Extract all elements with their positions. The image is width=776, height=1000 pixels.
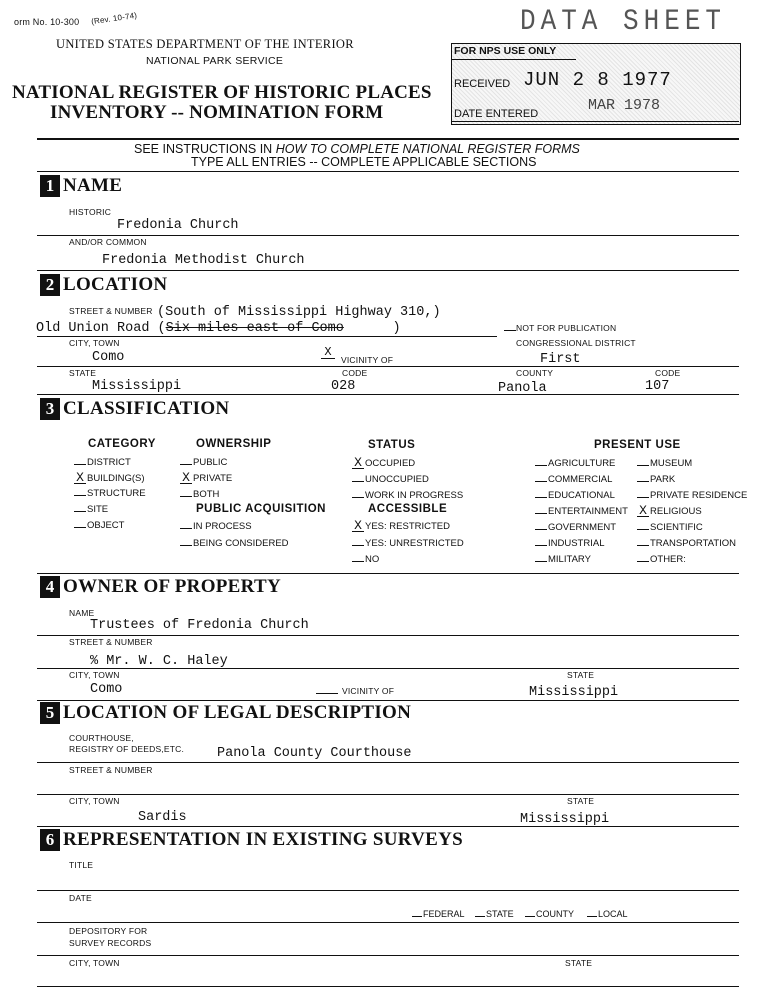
status-work-in-progress-option[interactable]: WORK IN PROGRESS — [352, 490, 463, 501]
accessible-unrestricted-option[interactable]: YES: UNRESTRICTED — [352, 538, 464, 549]
legal-state-field[interactable]: Mississippi — [520, 812, 610, 827]
depository-line — [37, 955, 739, 956]
use-educational-option[interactable]: EDUCATIONAL — [535, 490, 615, 501]
survey-federal-option[interactable]: FEDERAL — [412, 909, 465, 919]
street-line — [37, 336, 497, 337]
depository-label-line1: DEPOSITORY FOR — [69, 926, 148, 936]
survey-state-label: STATE — [565, 958, 593, 968]
category-buildings-option[interactable]: X BUILDING(S) — [74, 473, 145, 484]
historic-name-field[interactable]: Fredonia Church — [117, 218, 239, 233]
depository-label-line2: SURVEY RECORDS — [69, 938, 152, 948]
street-number-label: STREET & NUMBER — [69, 306, 153, 316]
use-park-option[interactable]: PARK — [637, 474, 675, 485]
category-heading: CATEGORY — [88, 438, 156, 450]
registry-label: REGISTRY OF DEEDS,ETC. — [69, 744, 185, 754]
county-label: COUNTY — [516, 368, 554, 378]
state-code-field[interactable]: 028 — [331, 379, 356, 394]
historic-line — [37, 235, 739, 236]
owner-state-field[interactable]: Mississippi — [529, 685, 619, 700]
city-field[interactable]: Como — [92, 350, 125, 365]
county-code-field[interactable]: 107 — [645, 379, 670, 394]
historic-label: HISTORIC — [69, 207, 112, 217]
ownership-private-option[interactable]: X PRIVATE — [180, 473, 232, 484]
use-scientific-option[interactable]: SCIENTIFIC — [637, 522, 703, 533]
registry-field[interactable]: Panola County Courthouse — [217, 746, 412, 761]
nps-use-label: FOR NPS USE ONLY — [454, 45, 557, 57]
form-revision: (Rev. 10-74) — [90, 10, 138, 27]
section-classification-header: 3 CLASSIFICATION — [40, 398, 229, 420]
status-heading: STATUS — [368, 439, 416, 451]
ownership-heading: OWNERSHIP — [196, 438, 272, 450]
section-owner-header: 4 OWNER OF PROPERTY — [40, 576, 281, 598]
instructions-divider — [37, 171, 739, 172]
owner-name-label: NAME — [69, 608, 95, 618]
accessible-no-option[interactable]: NO — [352, 554, 379, 565]
survey-city-line — [37, 986, 739, 987]
owner-name-line — [37, 635, 739, 636]
survey-date-line — [37, 922, 739, 923]
street-field-line2[interactable]: Old Union Road (Six miles east of Como ) — [36, 321, 401, 336]
vicinity-label: VICINITY OF — [341, 355, 394, 365]
use-entertainment-option[interactable]: ENTERTAINMENT — [535, 506, 628, 517]
survey-county-option[interactable]: COUNTY — [525, 909, 574, 919]
courthouse-label: COURTHOUSE, — [69, 733, 134, 743]
legal-city-field[interactable]: Sardis — [138, 810, 187, 825]
street-field-line1[interactable]: (South of Mississippi Highway 310,) — [157, 305, 441, 320]
ownership-public-option[interactable]: PUBLIC — [180, 457, 227, 468]
code-label: CODE — [342, 368, 368, 378]
vicinity-checkbox[interactable]: X — [321, 346, 335, 359]
section1-bottom-line — [37, 270, 739, 271]
use-museum-option[interactable]: MUSEUM — [637, 458, 692, 469]
state-field[interactable]: Mississippi — [92, 379, 182, 394]
date-entered-value: MAR 1978 — [588, 97, 661, 114]
common-name-field[interactable]: Fredonia Methodist Church — [102, 253, 305, 268]
congressional-district-label: CONGRESSIONAL DISTRICT — [516, 338, 636, 348]
legal-city-label: CITY, TOWN — [69, 796, 120, 806]
present-use-heading: PRESENT USE — [594, 439, 681, 451]
use-other-option[interactable]: OTHER: — [637, 554, 686, 565]
form-title-line2: INVENTORY -- NOMINATION FORM — [50, 102, 384, 123]
form-number: orm No. 10-300 — [14, 17, 80, 27]
section-name-header: 1 NAME — [40, 175, 122, 197]
use-private-residence-option[interactable]: PRIVATE RESIDENCE — [637, 490, 747, 501]
public-acquisition-heading: PUBLIC ACQUISITION — [196, 503, 326, 515]
registry-line — [37, 762, 739, 763]
header-divider — [37, 138, 739, 140]
section-surveys-header: 6 REPRESENTATION IN EXISTING SURVEYS — [40, 829, 463, 851]
status-occupied-option[interactable]: X OCCUPIED — [352, 458, 415, 469]
legal-street-label: STREET & NUMBER — [69, 765, 153, 775]
survey-date-label: DATE — [69, 893, 92, 903]
ownership-both-option[interactable]: BOTH — [180, 489, 219, 500]
section-location-header: 2 LOCATION — [40, 274, 167, 296]
date-entered-label: DATE ENTERED — [454, 108, 539, 120]
nps-label-underline — [451, 59, 576, 60]
county-code-label: CODE — [655, 368, 681, 378]
instructions-line2: TYPE ALL ENTRIES -- COMPLETE APPLICABLE SECTIONS — [191, 155, 537, 169]
use-military-option[interactable]: MILITARY — [535, 554, 591, 565]
owner-street-line — [37, 668, 739, 669]
common-name-label: AND/OR COMMON — [69, 237, 147, 247]
survey-title-line — [37, 890, 739, 891]
legal-state-label: STATE — [567, 796, 595, 806]
use-commercial-option[interactable]: COMMERCIAL — [535, 474, 612, 485]
section4-bottom-line — [37, 700, 739, 701]
category-district-option[interactable]: DISTRICT — [74, 457, 131, 468]
use-agriculture-option[interactable]: AGRICULTURE — [535, 458, 615, 469]
accessible-restricted-option[interactable]: X YES: RESTRICTED — [352, 521, 450, 532]
not-for-publication-label: NOT FOR PUBLICATION — [504, 323, 616, 333]
city-line — [37, 366, 739, 367]
received-date: JUN 2 8 1977 — [523, 69, 672, 91]
category-structure-option[interactable]: STRUCTURE — [74, 488, 146, 499]
use-industrial-option[interactable]: INDUSTRIAL — [535, 538, 604, 549]
county-field[interactable]: Panola — [498, 381, 547, 396]
congressional-district-field[interactable]: First — [540, 352, 581, 367]
legal-street-line — [37, 794, 739, 795]
date-entered-line — [451, 121, 739, 122]
use-government-option[interactable]: GOVERNMENT — [535, 522, 616, 533]
acquisition-being-considered-option[interactable]: BEING CONSIDERED — [180, 538, 289, 549]
owner-name-field[interactable]: Trustees of Fredonia Church — [90, 618, 309, 633]
use-transportation-option[interactable]: TRANSPORTATION — [637, 538, 736, 549]
city-town-label: CITY, TOWN — [69, 338, 120, 348]
section2-bottom-line — [37, 394, 739, 395]
instructions-line1: SEE INSTRUCTIONS IN HOW TO COMPLETE NATIONAL REGISTER FORMS — [134, 142, 580, 156]
form-title-line1: NATIONAL REGISTER OF HISTORIC PLACES — [12, 82, 432, 103]
section5-bottom-line — [37, 826, 739, 827]
accessible-heading: ACCESSIBLE — [368, 503, 448, 515]
category-site-option[interactable]: SITE — [74, 504, 108, 515]
owner-city-field[interactable]: Como — [90, 682, 123, 697]
status-unoccupied-option[interactable]: UNOCCUPIED — [352, 474, 429, 485]
owner-city-label: CITY, TOWN — [69, 670, 120, 680]
survey-state-option[interactable]: STATE — [475, 909, 514, 919]
category-object-option[interactable]: OBJECT — [74, 520, 124, 531]
owner-street-field[interactable]: % Mr. W. C. Haley — [90, 654, 228, 669]
survey-city-label: CITY, TOWN — [69, 958, 120, 968]
acquisition-in-process-option[interactable]: IN PROCESS — [180, 521, 252, 532]
department-name: UNITED STATES DEPARTMENT OF THE INTERIOR — [56, 37, 354, 51]
survey-title-label: TITLE — [69, 860, 94, 870]
received-label: RECEIVED — [454, 78, 511, 90]
section3-bottom-line — [37, 573, 739, 574]
data-sheet-stamp: DATA SHEET — [520, 3, 727, 39]
service-name: NATIONAL PARK SERVICE — [146, 55, 284, 67]
section-legal-header: 5 LOCATION OF LEGAL DESCRIPTION — [40, 702, 411, 724]
state-label: STATE — [69, 368, 97, 378]
survey-local-option[interactable]: LOCAL — [587, 909, 628, 919]
owner-state-label: STATE — [567, 670, 595, 680]
owner-street-label: STREET & NUMBER — [69, 637, 153, 647]
owner-vicinity-label: VICINITY OF — [316, 686, 394, 696]
use-religious-option[interactable]: X RELIGIOUS — [637, 506, 702, 517]
